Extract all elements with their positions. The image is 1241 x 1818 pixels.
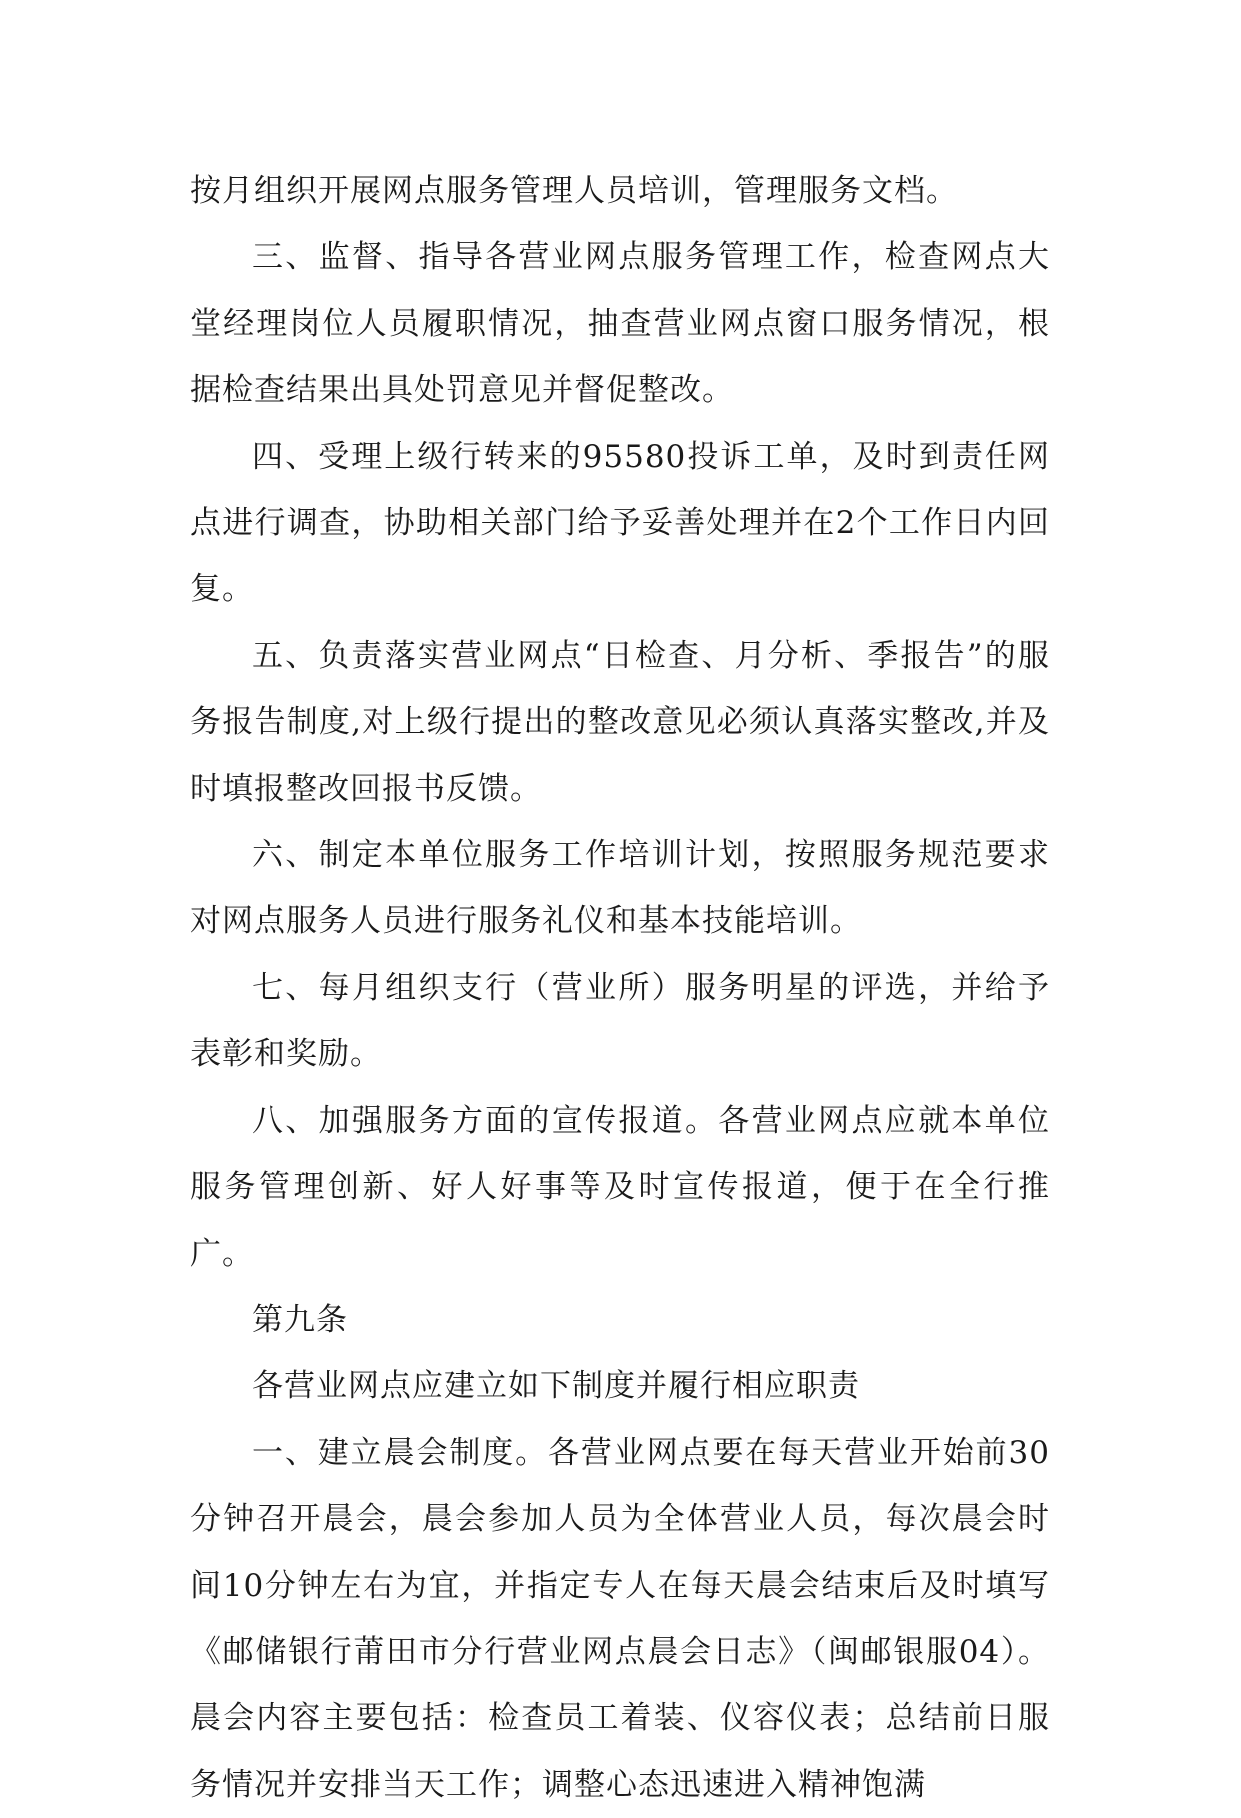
paragraph-continuation: 按月组织开展网点服务管理人员培训，管理服务文档。 bbox=[190, 173, 958, 209]
paragraph-item-6: 六、制定本单位服务工作培训计划，按照服务规范要求对网点服务人员进行服务礼仪和基本技能培训。 bbox=[190, 837, 1050, 940]
paragraph-item-3: 三、监督、指导各营业网点服务管理工作，检查网点大堂经理岗位人员履职情况，抽查营业网点窗口服务情况，根据检查结果出具处罚意见并督促整改。 bbox=[190, 239, 1050, 409]
paragraph-item-1-morning-meeting: 一、建立晨会制度。各营业网点要在每天营业开始前30分钟召开晨会，晨会参加人员为全体营业人员，每次晨会时间10分钟左右为宜，并指定专人在每天晨会结束后及时填写《邮储银行莆田市分行营业网点晨会日志》（闽邮银服04）。晨会内容主要包括：检查员工着装、仪容仪表；总结前日服务情况并安排当天工作；调整心态迅速进入精神饱满 bbox=[190, 1434, 1050, 1803]
document-body bbox=[190, 158, 1050, 1818]
article-intro: 各营业网点应建立如下制度并履行相应职责 bbox=[252, 1368, 860, 1405]
paragraph-item-4: 四、受理上级行转来的95580投诉工单，及时到责任网点进行调查，协助相关部门给予妥善处理并在2个工作日内回复。 bbox=[190, 438, 1050, 608]
paragraph-item-7: 七、每月组织支行（营业所）服务明星的评选，并给予表彰和奖励。 bbox=[190, 969, 1050, 1073]
paragraph-item-8: 八、加强服务方面的宣传报道。各营业网点应就本单位服务管理创新、好人好事等及时宣传报道，便于在全行推广。 bbox=[190, 1102, 1050, 1272]
article-heading: 第九条 bbox=[252, 1301, 348, 1338]
paragraph-item-5: 五、负责落实营业网点“日检查、月分析、季报告”的服务报告制度,对上级行提出的整改意见必须认真落实整改,并及时填报整改回报书反馈。 bbox=[190, 637, 1050, 807]
